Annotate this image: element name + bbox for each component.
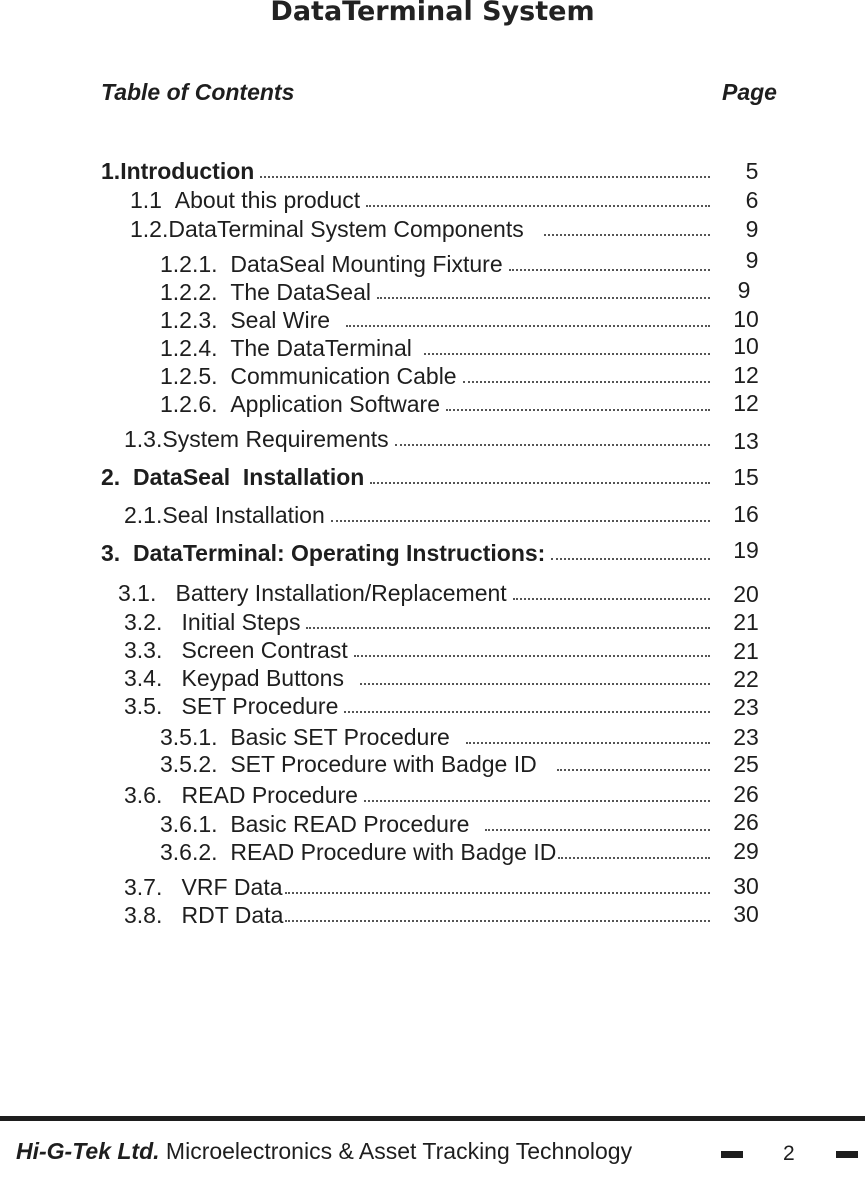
dot-leader bbox=[544, 234, 710, 236]
page-column-heading: Page bbox=[722, 79, 777, 105]
toc-entry-screen-contrast[interactable] bbox=[124, 635, 713, 665]
toc-entry-label: Initial Steps bbox=[181, 609, 301, 635]
dot-leader bbox=[424, 353, 710, 355]
dot-leader bbox=[485, 829, 710, 831]
toc-entry-label: READ Procedure with Badge ID bbox=[230, 839, 557, 865]
toc-page-number: 26 bbox=[733, 809, 759, 835]
toc-entry-number: 3.8. bbox=[124, 902, 163, 928]
toc-page-number: 6 bbox=[745, 187, 759, 213]
footer-tagline: Microelectronics & Asset Tracking Technology bbox=[165, 1138, 633, 1164]
toc-entry-label: Seal Installation bbox=[162, 502, 325, 528]
footer-text bbox=[16, 1138, 632, 1165]
toc-entry-system-requirements[interactable] bbox=[124, 424, 713, 454]
toc-entry-seal-installation[interactable] bbox=[124, 500, 713, 530]
toc-page-number: 9 bbox=[737, 277, 751, 303]
toc-entry-label: VRF Data bbox=[181, 874, 283, 900]
document-title: DataTerminal System bbox=[270, 0, 595, 27]
toc-entry-keypad-buttons[interactable] bbox=[124, 663, 713, 693]
toc-entry-mounting-fixture[interactable] bbox=[160, 249, 713, 279]
toc-page-number: 9 bbox=[745, 247, 759, 273]
toc-entry-battery-installation[interactable] bbox=[118, 578, 713, 608]
toc-entry-label: System Requirements bbox=[162, 426, 389, 452]
toc-page-number: 21 bbox=[733, 609, 759, 635]
dot-leader bbox=[557, 769, 710, 771]
toc-entry-number: 1.2.1. bbox=[160, 251, 218, 277]
dot-leader bbox=[377, 297, 710, 299]
toc-entry-label: RDT Data bbox=[181, 902, 284, 928]
toc-entry-number: 3.4. bbox=[124, 665, 163, 691]
toc-page-number: 30 bbox=[733, 873, 759, 899]
toc-entry-number: 1.1 bbox=[130, 187, 162, 213]
toc-page-number: 5 bbox=[745, 158, 759, 184]
toc-entry-number: 3.2. bbox=[124, 609, 163, 635]
toc-entry-communication-cable[interactable] bbox=[160, 361, 713, 391]
toc-entry-introduction[interactable] bbox=[101, 156, 713, 186]
footer-page-number: 2 bbox=[783, 1142, 795, 1165]
toc-page-number: 15 bbox=[733, 464, 759, 490]
toc-page-number: 13 bbox=[733, 428, 759, 454]
toc-entry-label: Communication Cable bbox=[230, 363, 457, 389]
dot-leader bbox=[306, 627, 710, 629]
toc-entry-number: 3.5.2. bbox=[160, 751, 218, 777]
toc-entry-rdt-data[interactable] bbox=[124, 900, 713, 930]
dot-leader bbox=[446, 409, 710, 411]
toc-entry-number: 2. bbox=[101, 464, 121, 490]
dot-leader bbox=[346, 325, 710, 327]
toc-entry-number: 1.3. bbox=[124, 426, 163, 452]
toc-entry-number: 1. bbox=[101, 158, 121, 184]
toc-entry-number: 1.2.2. bbox=[160, 279, 218, 305]
toc-entry-number: 3.5. bbox=[124, 693, 163, 719]
toc-entry-number: 1.2.6. bbox=[160, 391, 218, 417]
dot-leader bbox=[360, 683, 710, 685]
toc-entry-number: 3.6.1. bbox=[160, 811, 218, 837]
dot-leader bbox=[285, 892, 710, 894]
dot-leader bbox=[551, 558, 710, 560]
toc-page-number: 25 bbox=[733, 751, 759, 777]
toc-entry-number: 3. bbox=[101, 540, 121, 566]
toc-entry-label: Seal Wire bbox=[230, 307, 331, 333]
toc-entry-seal-wire[interactable] bbox=[160, 305, 713, 335]
toc-entry-number: 3.6.2. bbox=[160, 839, 218, 865]
toc-page-number: 12 bbox=[733, 390, 759, 416]
toc-page-number: 22 bbox=[733, 666, 759, 692]
toc-entry-label: DataSeal Installation bbox=[132, 464, 365, 490]
toc-entry-application-software[interactable] bbox=[160, 389, 713, 419]
toc-entry-number: 3.1. bbox=[118, 580, 157, 606]
toc-entry-label: The DataSeal bbox=[230, 279, 371, 305]
toc-entry-label: The DataTerminal bbox=[230, 335, 412, 361]
dot-leader bbox=[509, 269, 710, 271]
toc-entry-number: 3.5.1. bbox=[160, 724, 218, 750]
toc-entry-label: Application Software bbox=[230, 391, 441, 417]
toc-entry-label: DataSeal Mounting Fixture bbox=[230, 251, 503, 277]
toc-entry-label: Keypad Buttons bbox=[181, 665, 344, 691]
toc-entry-vrf-data[interactable] bbox=[124, 872, 713, 902]
dot-leader bbox=[364, 800, 710, 802]
toc-page-number: 21 bbox=[733, 638, 759, 664]
toc-entry-number: 1.2.5. bbox=[160, 363, 218, 389]
footer-divider bbox=[0, 1116, 865, 1121]
toc-page-number: 10 bbox=[733, 333, 759, 359]
toc-entry-label: READ Procedure bbox=[181, 782, 358, 808]
toc-heading: Table of Contents bbox=[101, 79, 295, 105]
toc-entry-set-procedure[interactable] bbox=[124, 691, 713, 721]
toc-page-number: 23 bbox=[733, 694, 759, 720]
dot-leader bbox=[331, 520, 710, 522]
toc-entry-label: SET Procedure bbox=[181, 693, 339, 719]
toc-entry-label: Basic READ Procedure bbox=[230, 811, 470, 837]
toc-entry-system-components[interactable] bbox=[130, 214, 713, 244]
toc-entry-label: About this product bbox=[174, 187, 361, 213]
toc-entry-basic-set-procedure[interactable] bbox=[160, 722, 713, 752]
toc-entry-label: DataTerminal: Operating Instructions: bbox=[132, 540, 546, 566]
toc-entry-read-procedure-badge-id[interactable] bbox=[160, 837, 713, 867]
toc-page-number: 29 bbox=[733, 838, 759, 864]
footer-bar-right bbox=[836, 1151, 858, 1158]
toc-entry-number: 3.6. bbox=[124, 782, 163, 808]
toc-page-number: 16 bbox=[733, 501, 759, 527]
toc-entry-label: DataTerminal System Components bbox=[168, 216, 524, 242]
toc-entry-label: Introduction bbox=[120, 158, 255, 184]
dot-leader bbox=[395, 444, 710, 446]
toc-page-number: 30 bbox=[733, 901, 759, 927]
toc-entry-read-procedure[interactable] bbox=[124, 780, 713, 810]
dot-leader bbox=[463, 381, 710, 383]
toc-entry-number: 3.7. bbox=[124, 874, 163, 900]
toc-entry-operating-instructions[interactable] bbox=[101, 538, 713, 568]
dot-leader bbox=[354, 655, 710, 657]
footer-company-name: Hi-G-Tek Ltd. bbox=[16, 1138, 160, 1164]
toc-entry-label: Basic SET Procedure bbox=[230, 724, 450, 750]
dot-leader bbox=[513, 598, 710, 600]
dot-leader bbox=[466, 742, 710, 744]
toc-entry-the-dataseal[interactable] bbox=[160, 277, 713, 307]
toc-entry-label: Screen Contrast bbox=[181, 637, 348, 663]
footer-bar-left bbox=[721, 1151, 743, 1158]
dot-leader bbox=[370, 482, 710, 484]
toc-page-number: 9 bbox=[745, 216, 759, 242]
toc-page-number: 12 bbox=[733, 362, 759, 388]
dot-leader bbox=[260, 176, 710, 178]
dot-leader bbox=[285, 920, 710, 922]
toc-entry-label: Battery Installation/Replacement bbox=[175, 580, 507, 606]
toc-entry-number: 1.2. bbox=[130, 216, 169, 242]
dot-leader bbox=[558, 857, 710, 859]
toc-entry-dataseal-installation[interactable] bbox=[101, 462, 713, 492]
toc-entry-label: SET Procedure with Badge ID bbox=[230, 751, 537, 777]
toc-page-number: 23 bbox=[733, 724, 759, 750]
toc-entry-basic-read-procedure[interactable] bbox=[160, 809, 713, 839]
toc-entry-initial-steps[interactable] bbox=[124, 607, 713, 637]
toc-entry-the-dataterminal[interactable] bbox=[160, 333, 713, 363]
toc-entry-number: 1.2.4. bbox=[160, 335, 218, 361]
toc-page-number: 20 bbox=[733, 581, 759, 607]
toc-entry-number: 1.2.3. bbox=[160, 307, 218, 333]
dot-leader bbox=[344, 711, 710, 713]
toc-page-number: 19 bbox=[733, 537, 759, 563]
toc-page-number: 10 bbox=[733, 306, 759, 332]
toc-entry-number: 2.1. bbox=[124, 502, 163, 528]
toc-entry-about-this-product[interactable] bbox=[130, 185, 713, 215]
toc-entry-set-procedure-badge-id[interactable] bbox=[160, 749, 713, 779]
toc-entry-number: 3.3. bbox=[124, 637, 163, 663]
dot-leader bbox=[366, 205, 710, 207]
toc-page-number: 26 bbox=[733, 781, 759, 807]
